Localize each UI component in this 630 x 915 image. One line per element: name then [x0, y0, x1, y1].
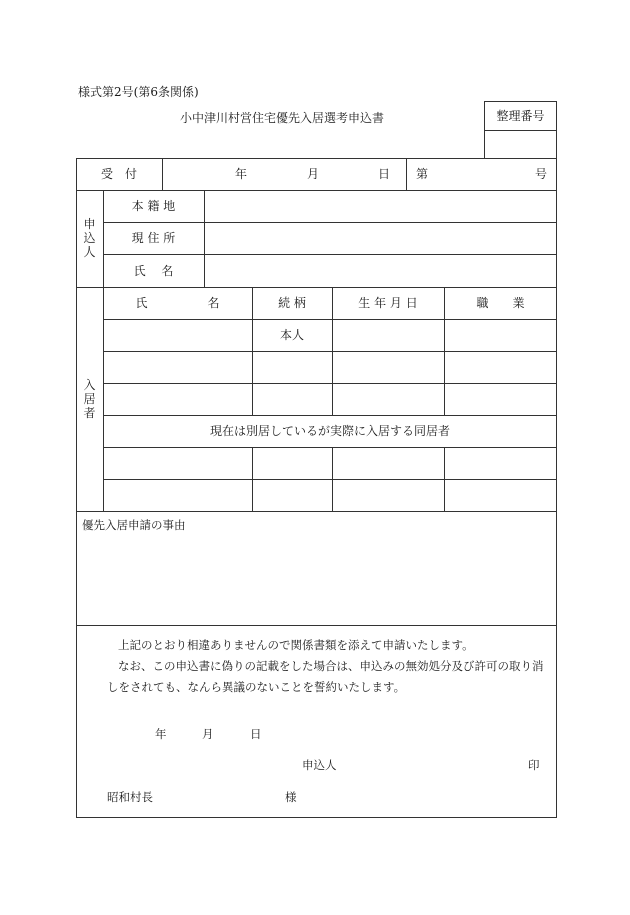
- divider: [76, 511, 557, 512]
- applicant-section-char: 申: [83, 217, 96, 231]
- applicant-section-char: 込: [83, 231, 96, 245]
- reference-number-label: 整理番号: [496, 108, 545, 123]
- registered-domicile-label: 本 籍 地: [131, 199, 176, 213]
- residents-section-char: 居: [83, 392, 96, 406]
- divider: [103, 383, 557, 384]
- reception-month-label: 月: [307, 167, 320, 181]
- separate-resident-note: 現在は別居しているが実際に入居する同居者: [209, 424, 450, 438]
- reception-number-suffix: 号: [535, 167, 548, 181]
- reception-label: 受 付: [100, 167, 137, 181]
- divider: [103, 447, 557, 448]
- applicant-signature-label: 申込人: [302, 758, 337, 772]
- current-address-field[interactable]: [205, 223, 557, 254]
- form-title: 小中津川村営住宅優先入居選考申込書: [180, 111, 385, 125]
- residents-section-char: 者: [83, 406, 96, 420]
- seal-mark: 印: [528, 758, 540, 772]
- divider: [103, 287, 104, 511]
- divider: [252, 447, 253, 511]
- form-number: 様式第2号(第6条関係): [78, 85, 199, 99]
- reception-day-label: 日: [378, 167, 391, 181]
- residents-section-label: [76, 378, 103, 420]
- applicant-name-label: 氏 名: [133, 263, 174, 278]
- mayor-addressee: 昭和村長: [107, 790, 153, 804]
- divider: [332, 447, 333, 511]
- divider: [76, 625, 557, 626]
- divider: [103, 351, 557, 352]
- self-relationship-value: 本人: [279, 328, 304, 342]
- divider: [406, 158, 407, 190]
- applicant-name-field[interactable]: [205, 255, 557, 287]
- application-month-label: 月: [202, 727, 214, 741]
- applicant-section-char: 人: [83, 245, 96, 259]
- reception-year-label: 年: [235, 167, 248, 181]
- declaration-line-1: 上記のとおり相違ありませんので関係書類を添えて申請いたします。: [118, 638, 474, 652]
- application-year-label: 年: [155, 727, 167, 741]
- applicant-section-label: [76, 217, 103, 259]
- priority-reason-label: 優先入居申請の事由: [82, 518, 186, 532]
- reference-number-field[interactable]: [484, 130, 557, 159]
- occupation-header: 職 業: [476, 296, 525, 310]
- declaration-line-2: なお、この申込書に偽りの記載をした場合は、申込みの無効処分及び許可の取り消: [118, 659, 544, 673]
- divider: [444, 447, 445, 511]
- application-day-label: 日: [250, 727, 262, 741]
- resident-name-header: 氏 名: [135, 296, 220, 310]
- birth-date-header: 生 年 月 日: [358, 296, 418, 310]
- registered-domicile-field[interactable]: [205, 191, 557, 222]
- priority-reason-field[interactable]: [77, 538, 556, 624]
- divider: [103, 479, 557, 480]
- declaration-line-3: しをされても、なんら異議のないことを誓約いたします。: [107, 680, 406, 694]
- residents-section-char: 入: [83, 378, 96, 392]
- current-address-label: 現 住 所: [131, 231, 176, 245]
- relationship-header: 続 柄: [278, 296, 306, 310]
- honorific-sama: 様: [285, 790, 297, 804]
- divider: [162, 158, 163, 190]
- reception-number-prefix: 第: [416, 167, 429, 181]
